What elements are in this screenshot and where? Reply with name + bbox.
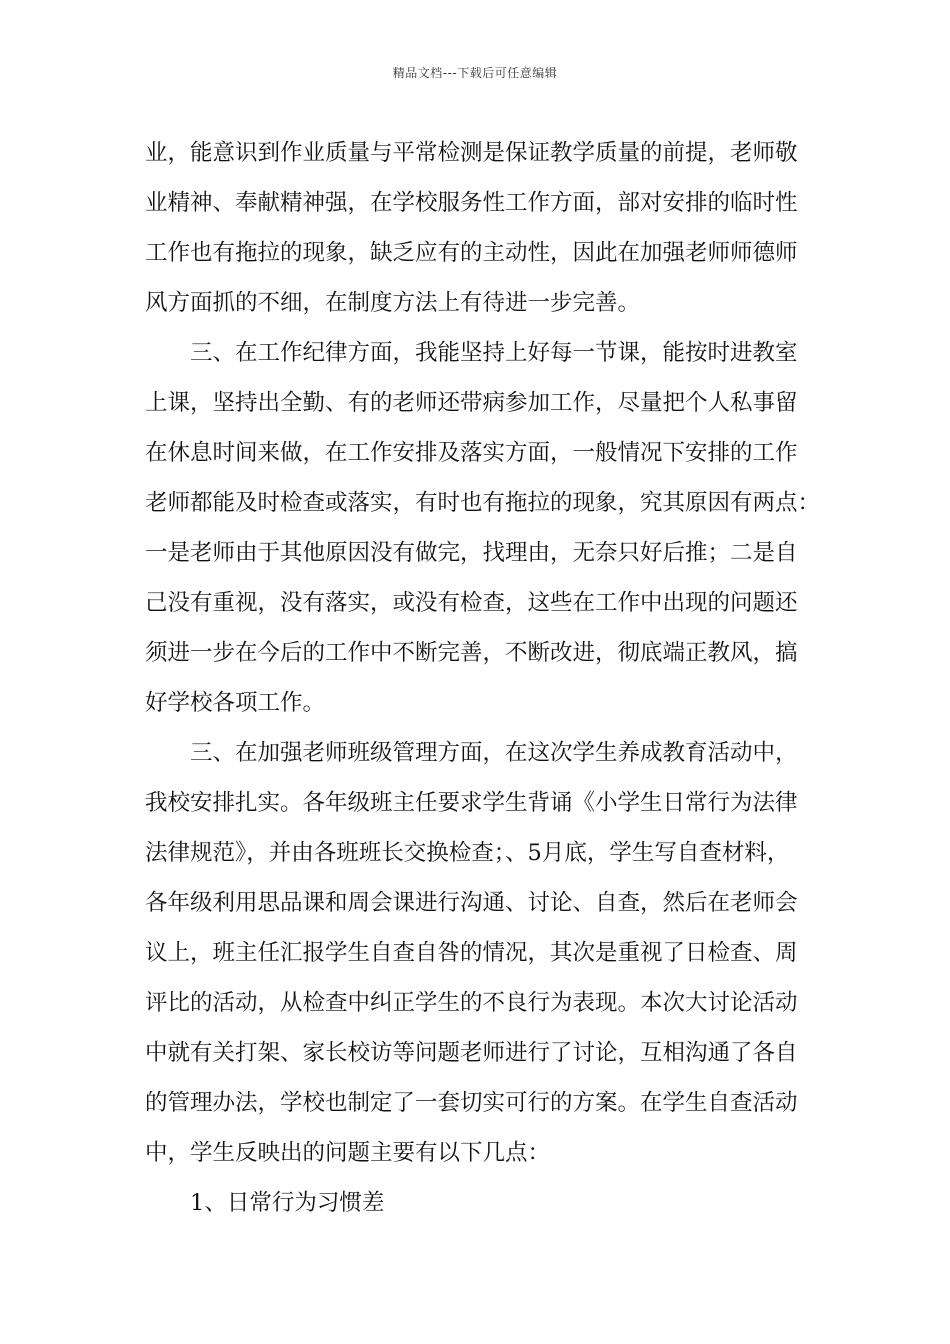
paragraph-line: 业，能意识到作业质量与平常检测是保证教学质量的前提，老师敬 bbox=[145, 140, 798, 166]
paragraph-line: 评比的活动，从检查中纠正学生的不良行为表现。本次大讨论活动 bbox=[145, 990, 798, 1016]
paragraph-line: 风方面抓的不细，在制度方法上有待进一步完善。 bbox=[145, 290, 641, 316]
paragraph-line: 业精神、奉献精神强，在学校服务性工作方面，部对安排的临时性 bbox=[145, 190, 798, 216]
paragraph-line: 法律规范》，并由各班班长交换检查；、5月底，学生写自查材料， bbox=[145, 840, 790, 866]
paragraph-line: 己没有重视，没有落实，或没有检查，这些在工作中出现的问题还 bbox=[145, 590, 798, 616]
paragraph-line: 好学校各项工作。 bbox=[145, 690, 326, 716]
paragraph-line: 须进一步在今后的工作中不断完善，不断改进，彻底端正教风，搞 bbox=[145, 640, 798, 666]
paragraph-line: 中就有关打架、家长校访等问题老师进行了讨论，互相沟通了各自 bbox=[145, 1040, 798, 1066]
paragraph-line: 一是老师由于其他原因没有做完，找理由，无奈只好后推；二是自 bbox=[145, 540, 798, 566]
paragraph-line: 三、在工作纪律方面，我能坚持上好每一节课，能按时进教室 bbox=[190, 340, 798, 366]
paragraph-line: 各年级利用思品课和周会课进行沟通、讨论、自查，然后在老师会 bbox=[145, 890, 798, 916]
paragraph-line: 在休息时间来做，在工作安排及落实方面，一般情况下安排的工作 bbox=[145, 440, 798, 466]
paragraph-line: 上课，坚持出全勤、有的老师还带病参加工作，尽量把个人私事留 bbox=[145, 390, 798, 416]
paragraph-line: 议上，班主任汇报学生自查自咎的情况，其次是重视了日检查、周 bbox=[145, 940, 798, 966]
paragraph-line: 工作也有拖拉的现象，缺乏应有的主动性，因此在加强老师师德师 bbox=[145, 240, 798, 266]
paragraph-line: 的管理办法，学校也制定了一套切实可行的方案。在学生自查活动 bbox=[145, 1090, 798, 1116]
paragraph-line: 三、在加强老师班级管理方面，在这次学生养成教育活动中， bbox=[190, 740, 798, 766]
list-item: 1、日常行为习惯差 bbox=[190, 1190, 385, 1216]
paragraph-line: 我校安排扎实。各年级班主任要求学生背诵《小学生日常行为法律 bbox=[145, 790, 798, 816]
document-body bbox=[145, 128, 821, 1228]
paragraph-line: 中，学生反映出的问题主要有以下几点： bbox=[145, 1140, 551, 1166]
paragraph-line: 老师都能及时检查或落实，有时也有拖拉的现象，究其原因有两点： bbox=[145, 490, 821, 516]
page-header: 精品文档---下载后可任意编辑 bbox=[392, 66, 558, 80]
